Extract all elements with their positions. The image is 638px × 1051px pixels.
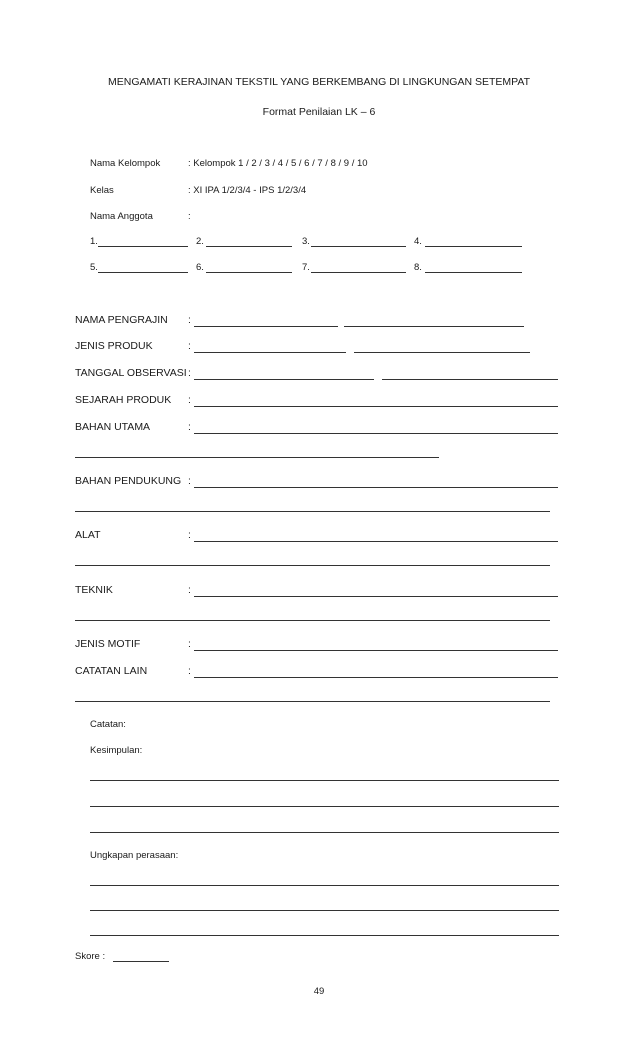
catatan-lain-line[interactable] — [194, 677, 558, 678]
field-colon: : — [188, 314, 191, 326]
alat-continuation-line[interactable] — [75, 565, 550, 566]
field-label-nama-pengrajin: NAMA PENGRAJIN — [75, 314, 168, 326]
member-number: 5. — [90, 262, 98, 273]
field-label-bahan-utama: BAHAN UTAMA — [75, 421, 151, 433]
catatan-lain-continuation-line[interactable] — [75, 701, 550, 702]
tanggal-observasi-line-2[interactable] — [382, 379, 558, 380]
member-number: 4. — [414, 236, 422, 247]
page-title: MENGAMATI KERAJINAN TEKSTIL YANG BERKEMBANG DI LINGKUNGAN SETEMPAT — [107, 76, 531, 88]
nama-pengrajin-line-1[interactable] — [194, 326, 338, 327]
member-3-line[interactable] — [311, 246, 406, 247]
member-number: 3. — [302, 236, 310, 247]
field-colon: : — [188, 638, 191, 650]
nama-pengrajin-line-2[interactable] — [344, 326, 524, 327]
page-number: 49 — [313, 986, 325, 997]
jenis-produk-line-2[interactable] — [354, 352, 530, 353]
field-colon: : — [188, 665, 191, 677]
field-colon: : — [188, 529, 191, 541]
field-colon: : — [188, 421, 191, 433]
jenis-produk-line-1[interactable] — [194, 352, 346, 353]
member-number: 2. — [196, 236, 204, 247]
bahan-pendukung-continuation-line[interactable] — [75, 511, 550, 512]
member-7-line[interactable] — [311, 272, 406, 273]
member-number: 1. — [90, 236, 98, 247]
conclusion-line-1[interactable] — [90, 780, 559, 781]
field-colon: : — [188, 367, 191, 379]
alat-line[interactable] — [194, 541, 558, 542]
members-colon: : — [188, 211, 191, 222]
field-label-sejarah-produk: SEJARAH PRODUK — [75, 394, 172, 406]
conclusion-line-2[interactable] — [90, 806, 559, 807]
score-line[interactable] — [113, 961, 169, 962]
member-4-line[interactable] — [425, 246, 522, 247]
field-label-bahan-pendukung: BAHAN PENDUKUNG — [75, 475, 182, 487]
teknik-line[interactable] — [194, 596, 558, 597]
field-label-jenis-motif: JENIS MOTIF — [75, 638, 141, 650]
tanggal-observasi-line-1[interactable] — [194, 379, 374, 380]
field-label-jenis-produk: JENIS PRODUK — [75, 340, 153, 352]
jenis-motif-line[interactable] — [194, 650, 558, 651]
field-label-tanggal-observasi: TANGGAL OBSERVASI — [75, 367, 187, 379]
field-label-alat: ALAT — [75, 529, 101, 541]
teknik-continuation-line[interactable] — [75, 620, 550, 621]
member-6-line[interactable] — [206, 272, 292, 273]
member-number: 6. — [196, 262, 204, 273]
bahan-pendukung-line[interactable] — [194, 487, 558, 488]
page-subtitle: Format Penilaian LK – 6 — [262, 106, 376, 118]
field-colon: : — [188, 584, 191, 596]
member-8-line[interactable] — [425, 272, 522, 273]
member-2-line[interactable] — [206, 246, 292, 247]
group-label: Nama Kelompok — [90, 158, 161, 169]
feelings-line-1[interactable] — [90, 885, 559, 886]
feelings-label: Ungkapan perasaan: — [90, 850, 179, 861]
field-label-catatan-lain: CATATAN LAIN — [75, 665, 148, 677]
member-5-line[interactable] — [98, 272, 188, 273]
score-label: Skore : — [75, 951, 106, 962]
bahan-utama-continuation-line[interactable] — [75, 457, 439, 458]
conclusion-label: Kesimpulan: — [90, 745, 143, 756]
members-label: Nama Anggota — [90, 211, 153, 222]
field-colon: : — [188, 475, 191, 487]
feelings-line-3[interactable] — [90, 935, 559, 936]
class-label: Kelas — [90, 185, 114, 196]
group-value: : Kelompok 1 / 2 / 3 / 4 / 5 / 6 / 7 / 8 / 9 / 10 — [188, 158, 368, 169]
member-1-line[interactable] — [98, 246, 188, 247]
sejarah-produk-line[interactable] — [194, 406, 558, 407]
bahan-utama-line[interactable] — [194, 433, 558, 434]
field-colon: : — [188, 340, 191, 352]
feelings-line-2[interactable] — [90, 910, 559, 911]
conclusion-line-3[interactable] — [90, 832, 559, 833]
class-value: : XI IPA 1/2/3/4 - IPS 1/2/3/4 — [188, 185, 307, 196]
field-label-teknik: TEKNIK — [75, 584, 113, 596]
field-colon: : — [188, 394, 191, 406]
notes-label: Catatan: — [90, 719, 126, 730]
member-number: 8. — [414, 262, 422, 273]
member-number: 7. — [302, 262, 310, 273]
